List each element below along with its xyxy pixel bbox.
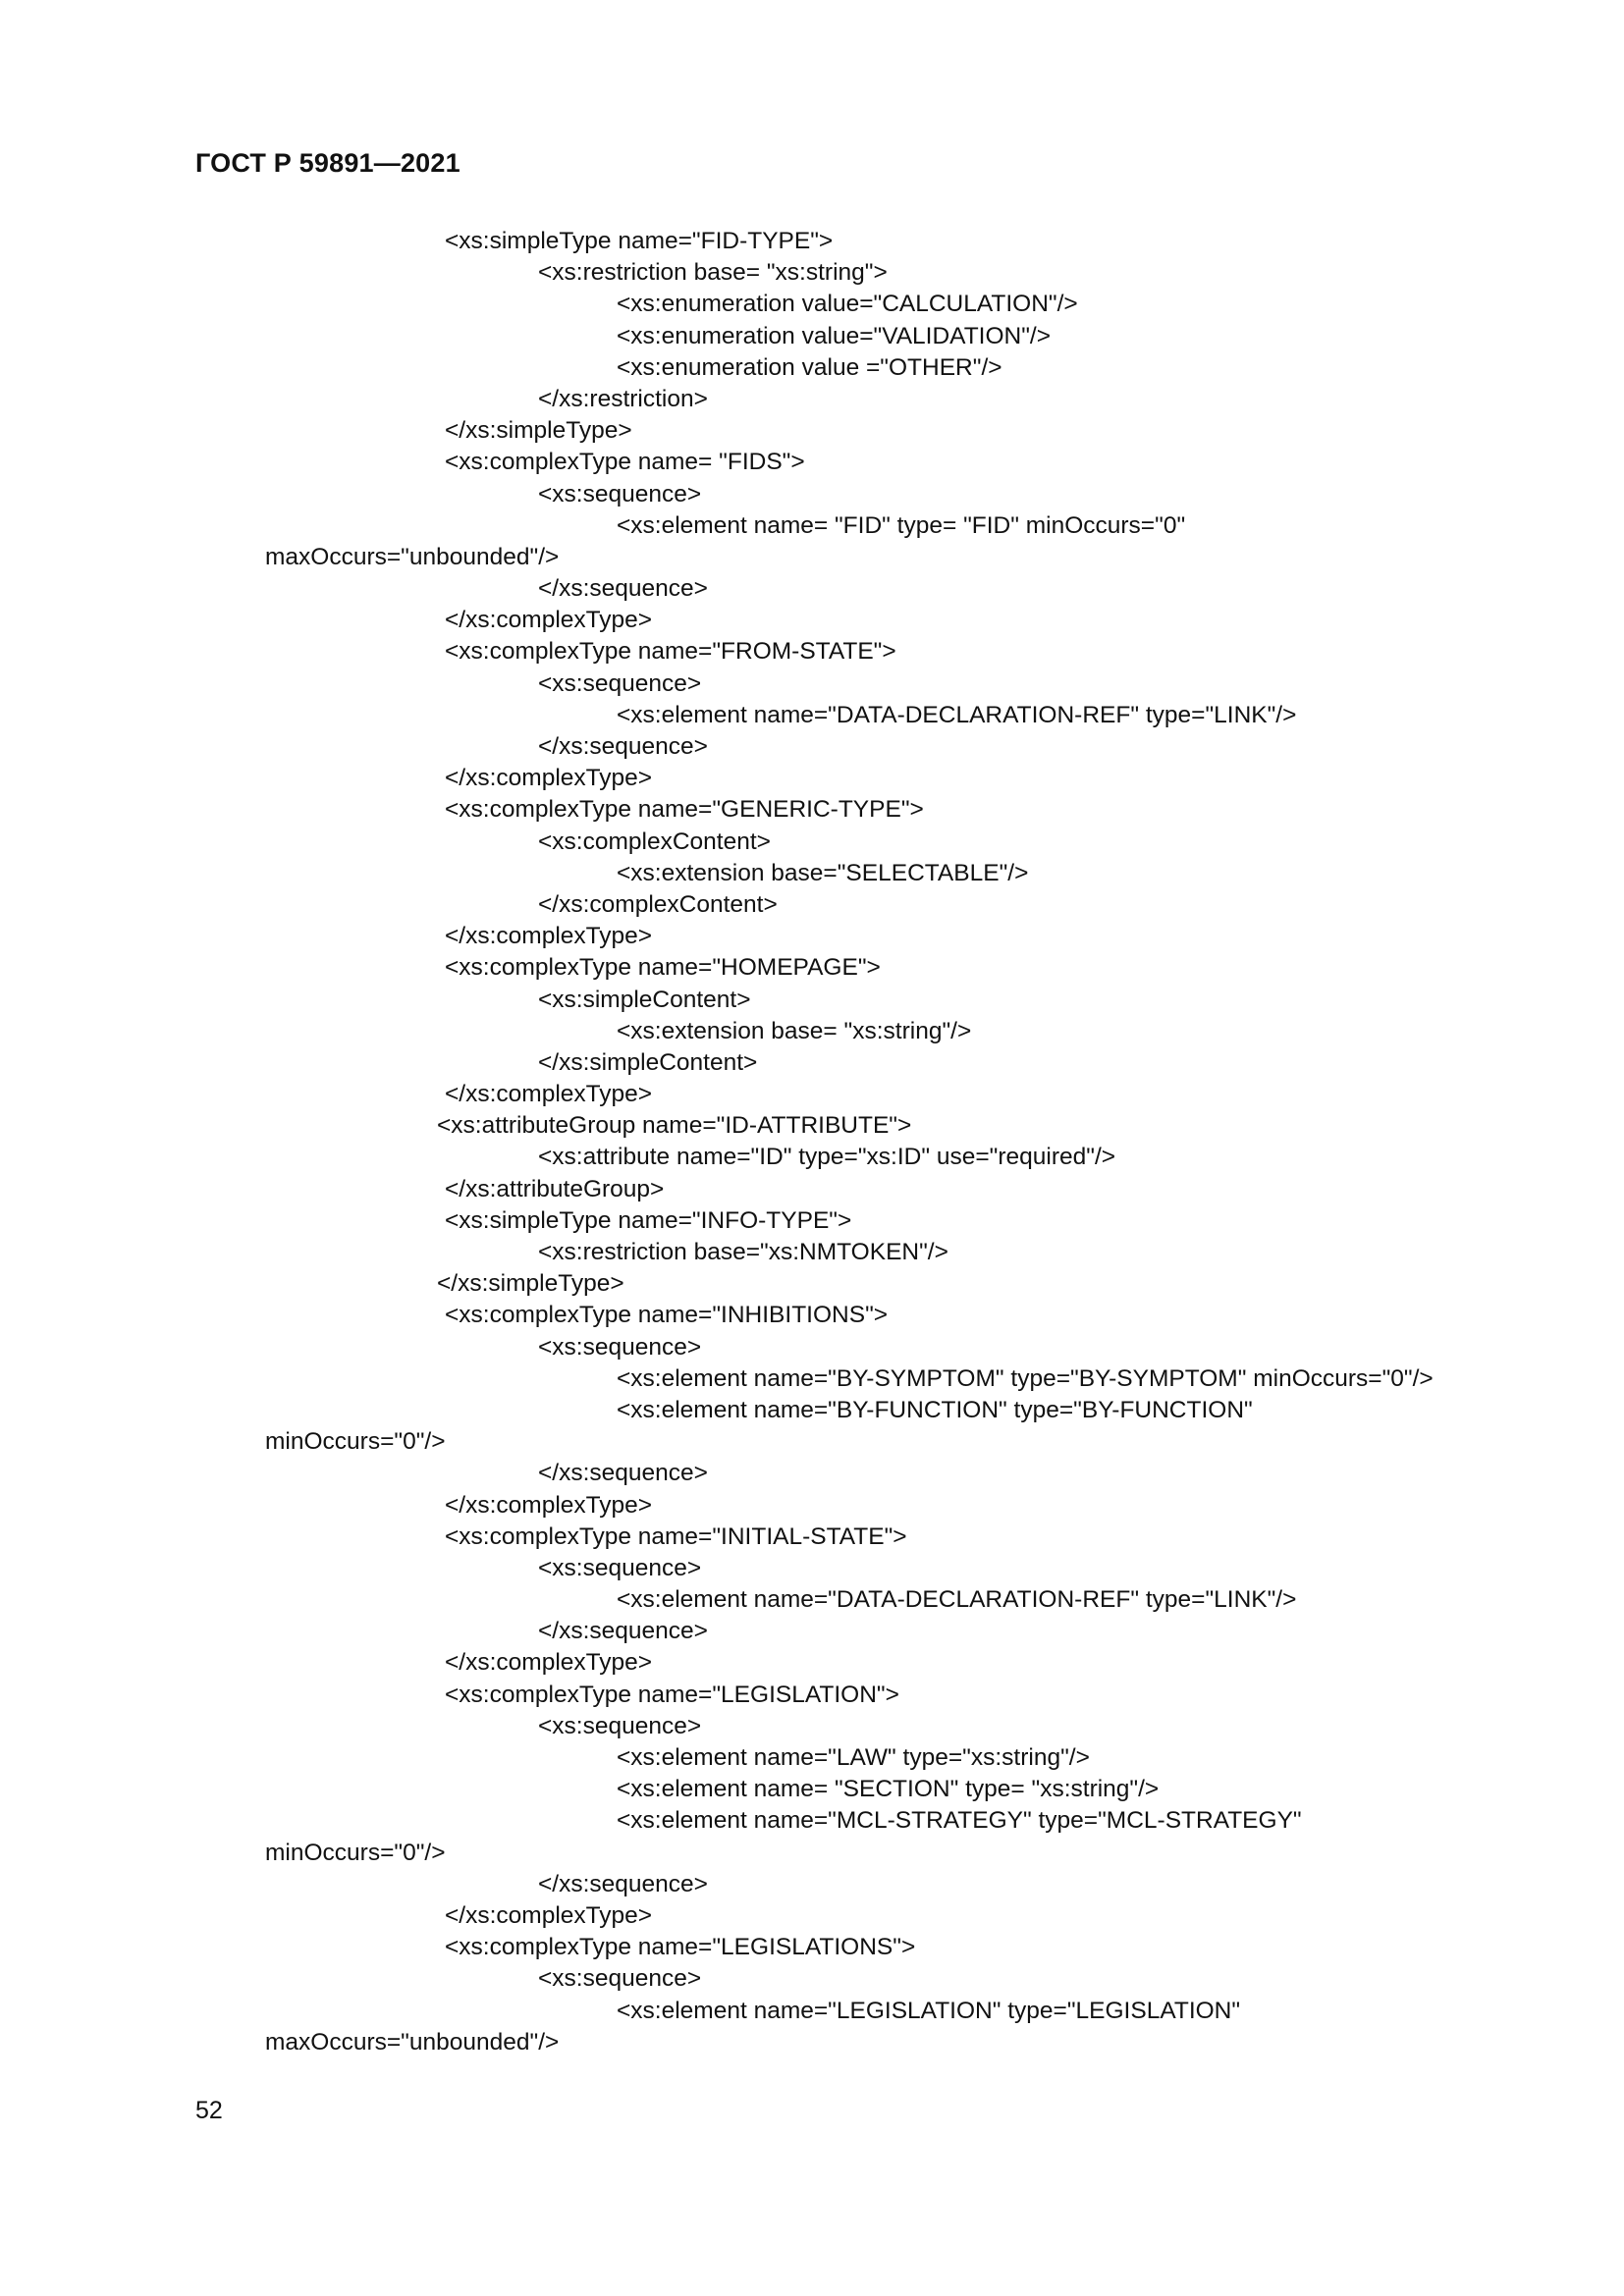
code-line: <xs:element name="LEGISLATION" type="LEGISLATION": [617, 1997, 1241, 2024]
code-line: <xs:restriction base= "xs:string">: [538, 259, 888, 287]
code-line: <xs:sequence>: [538, 480, 702, 507]
code-line: <xs:complexType name="FROM-STATE">: [445, 638, 896, 666]
code-line: maxOccurs="unbounded"/>: [265, 2028, 560, 2056]
code-line: <xs:enumeration value="CALCULATION"/>: [617, 291, 1078, 318]
code-line: </xs:complexType>: [445, 1081, 653, 1108]
code-line: </xs:complexType>: [445, 1901, 653, 1929]
code-line: <xs:enumeration value ="OTHER"/>: [617, 353, 1002, 381]
code-line: <xs:simpleContent>: [538, 986, 751, 1013]
code-line: <xs:enumeration value="VALIDATION"/>: [617, 322, 1052, 349]
code-line: </xs:sequence>: [538, 1870, 708, 1897]
code-line: </xs:simpleType>: [437, 1270, 624, 1298]
code-line: <xs:element name= "SECTION" type= "xs:string"/>: [617, 1776, 1160, 1803]
code-line: <xs:element name="MCL-STRATEGY" type="MCL-STRATEGY": [617, 1807, 1302, 1835]
code-line: <xs:complexType name="LEGISLATION">: [445, 1681, 899, 1708]
code-line: </xs:sequence>: [538, 1460, 708, 1487]
code-line: <xs:complexType name="INHIBITIONS">: [445, 1302, 889, 1329]
code-line: </xs:complexContent>: [538, 890, 778, 918]
code-line: <xs:sequence>: [538, 669, 702, 697]
code-line: <xs:attribute name="ID" type="xs:ID" use="required"/>: [538, 1144, 1116, 1171]
code-line: </xs:sequence>: [538, 733, 708, 760]
code-line: <xs:complexType name="HOMEPAGE">: [445, 954, 881, 982]
xml-schema-code-block: [0, 226, 1624, 2058]
code-line: <xs:sequence>: [538, 1333, 702, 1361]
code-line: <xs:element name="BY-FUNCTION" type="BY-FUNCTION": [617, 1396, 1253, 1423]
code-line: <xs:restriction base="xs:NMTOKEN"/>: [538, 1239, 948, 1265]
code-line: <xs:complexContent>: [538, 828, 771, 855]
code-line: </xs:sequence>: [538, 1618, 708, 1645]
code-line: <xs:complexType name="LEGISLATIONS">: [445, 1934, 916, 1961]
page-number: 52: [195, 2097, 223, 2124]
code-line: <xs:element name="LAW" type="xs:string"/>: [617, 1744, 1090, 1771]
code-line: <xs:sequence>: [538, 1554, 702, 1581]
code-line: <xs:element name="DATA-DECLARATION-REF" type="LINK"/>: [617, 1586, 1297, 1614]
code-line: <xs:complexType name= "FIDS">: [445, 449, 805, 476]
code-line: <xs:sequence>: [538, 1712, 702, 1739]
code-line: <xs:simpleType name="FID-TYPE">: [445, 228, 834, 254]
code-line: <xs:complexType name="GENERIC-TYPE">: [445, 796, 924, 824]
code-line: <xs:attributeGroup name="ID-ATTRIBUTE">: [437, 1112, 912, 1140]
code-line: </xs:sequence>: [538, 575, 708, 603]
code-line: </xs:attributeGroup>: [445, 1175, 665, 1202]
code-line: <xs:element name="BY-SYMPTOM" type="BY-SYMPTOM" minOccurs="0"/>: [617, 1364, 1434, 1392]
code-line: maxOccurs="unbounded"/>: [265, 543, 560, 570]
code-line: <xs:extension base="SELECTABLE"/>: [617, 859, 1029, 886]
code-line: </xs:complexType>: [445, 607, 653, 634]
code-line: <xs:extension base= "xs:string"/>: [617, 1017, 972, 1044]
code-line: </xs:complexType>: [445, 1491, 653, 1519]
code-line: </xs:complexType>: [445, 1649, 653, 1677]
page-header: ГОСТ Р 59891—2021: [195, 148, 460, 178]
code-line: <xs:complexType name="INITIAL-STATE">: [445, 1522, 907, 1550]
code-line: <xs:element name= "FID" type= "FID" minOccurs="0": [617, 511, 1186, 539]
code-line: </xs:complexType>: [445, 923, 653, 950]
code-line: </xs:simpleType>: [445, 417, 632, 445]
code-line: minOccurs="0"/>: [265, 1839, 446, 1866]
code-line: <xs:simpleType name="INFO-TYPE">: [445, 1206, 852, 1234]
code-line: </xs:complexType>: [445, 765, 653, 792]
code-line: minOccurs="0"/>: [265, 1428, 446, 1456]
code-line: <xs:sequence>: [538, 1965, 702, 1993]
code-line: </xs:restriction>: [538, 385, 708, 412]
code-line: <xs:element name="DATA-DECLARATION-REF" type="LINK"/>: [617, 701, 1297, 728]
code-line: </xs:simpleContent>: [538, 1048, 758, 1076]
